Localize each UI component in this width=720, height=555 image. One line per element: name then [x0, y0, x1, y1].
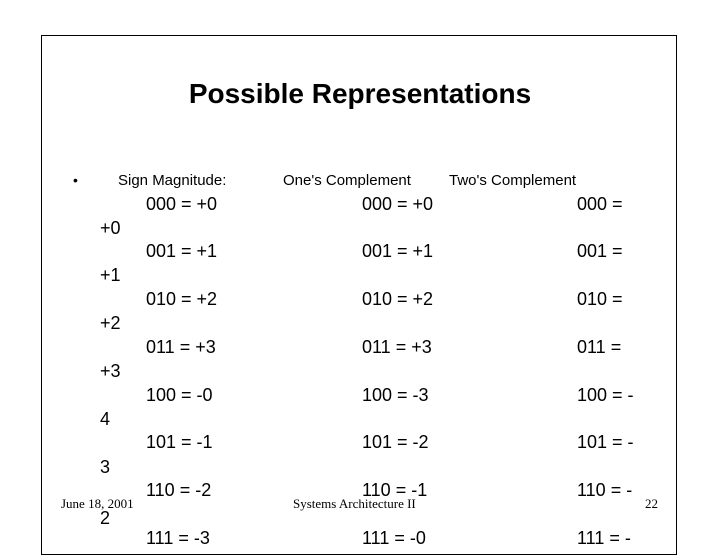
oc-value-2: 010 = +2 [362, 289, 434, 309]
bullet-marker: • [73, 172, 78, 188]
oc-value-3: 011 = +3 [362, 337, 432, 357]
sm-value-7: 111 = -3 [146, 528, 210, 548]
tc-wrap-5: 3 [100, 457, 111, 477]
sm-value-6: 110 = -2 [146, 480, 212, 500]
slide-number: 22 [645, 496, 658, 511]
header-ones-complement: One's Complement [283, 172, 411, 189]
sm-value-0: 000 = +0 [146, 194, 218, 214]
oc-value-7: 111 = -0 [362, 528, 426, 548]
tc-value-5: 101 = - [577, 432, 634, 452]
tc-wrap-4: 4 [100, 409, 111, 429]
oc-value-1: 001 = +1 [362, 241, 434, 261]
tc-value-1: 001 = [577, 241, 623, 261]
footer-course: Systems Architecture II [293, 496, 416, 511]
sm-value-2: 010 = +2 [146, 289, 218, 309]
oc-value-6: 110 = -1 [362, 480, 428, 500]
footer-date: June 18, 2001 [61, 496, 134, 511]
sm-value-4: 100 = -0 [146, 385, 213, 405]
header-twos-complement: Two's Complement [449, 172, 577, 189]
tc-value-4: 100 = - [577, 385, 634, 405]
tc-wrap-1: +1 [100, 265, 121, 285]
tc-value-0: 000 = [577, 194, 623, 214]
tc-wrap-3: +3 [100, 361, 121, 381]
tc-value-3: 011 = [577, 337, 622, 357]
oc-value-5: 101 = -2 [362, 432, 429, 452]
sm-value-5: 101 = -1 [146, 432, 213, 452]
sm-value-3: 011 = +3 [146, 337, 216, 357]
slide-title: Possible Representations [188, 78, 532, 109]
tc-value-6: 110 = - [577, 480, 633, 500]
oc-value-0: 000 = +0 [362, 194, 434, 214]
tc-wrap-6: 2 [100, 508, 111, 528]
header-sign-magnitude: Sign Magnitude: [118, 172, 227, 189]
tc-value-2: 010 = [577, 289, 623, 309]
tc-value-7: 111 = - [577, 528, 631, 548]
tc-wrap-2: +2 [100, 313, 121, 333]
oc-value-4: 100 = -3 [362, 385, 429, 405]
sm-value-1: 001 = +1 [146, 241, 218, 261]
tc-wrap-0: +0 [100, 218, 121, 238]
